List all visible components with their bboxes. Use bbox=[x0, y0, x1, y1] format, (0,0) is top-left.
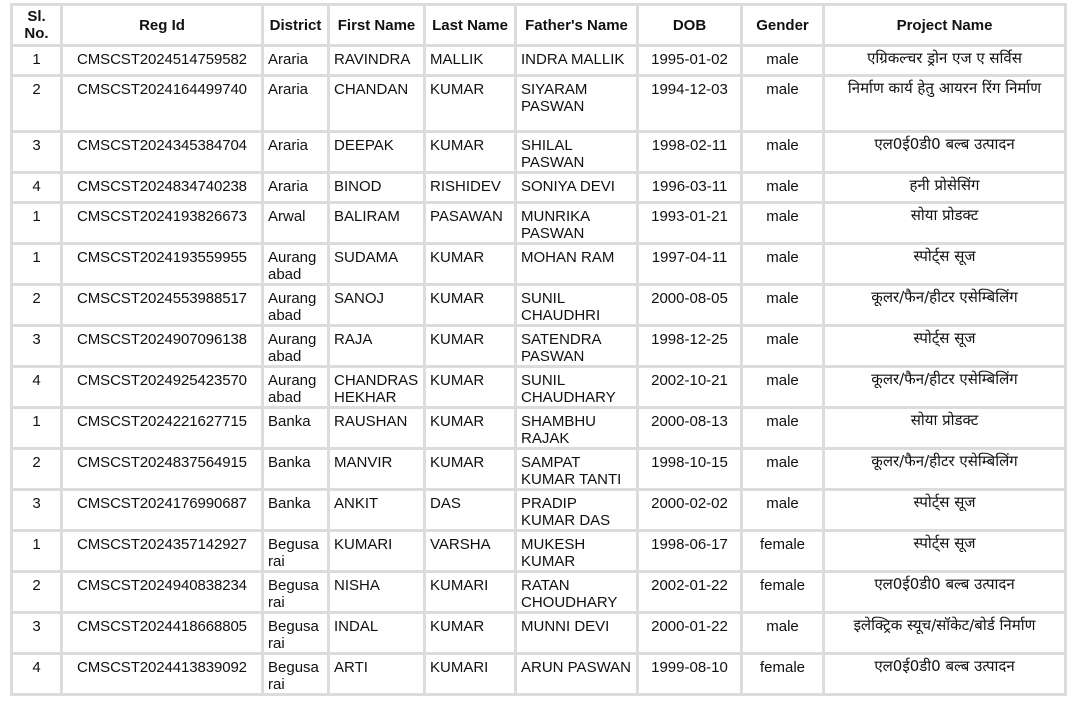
table-row bbox=[10, 174, 1067, 204]
reg-id-cell: CMSCST2024834740238 bbox=[63, 174, 264, 204]
sl-no-cell: 1 bbox=[10, 409, 63, 450]
first-name-cell: INDAL bbox=[330, 614, 426, 655]
district-cell: Araria bbox=[264, 77, 330, 133]
sl-no-cell: 2 bbox=[10, 573, 63, 614]
reg-id-cell: CMSCST2024221627715 bbox=[63, 409, 264, 450]
last-name-cell: KUMAR bbox=[426, 327, 517, 368]
gender-cell: male bbox=[743, 368, 825, 409]
col-header-project-name: Project Name bbox=[825, 3, 1067, 47]
reg-id-cell: CMSCST2024413839092 bbox=[63, 655, 264, 696]
father-name-cell: SHILAL PASWAN bbox=[517, 133, 639, 174]
col-header-last-name: Last Name bbox=[426, 3, 517, 47]
gender-cell: male bbox=[743, 245, 825, 286]
table-row bbox=[10, 573, 1067, 614]
father-name-cell: MUNNI DEVI bbox=[517, 614, 639, 655]
first-name-cell: DEEPAK bbox=[330, 133, 426, 174]
table-row bbox=[10, 450, 1067, 491]
dob-cell: 2000-01-22 bbox=[639, 614, 743, 655]
first-name-cell: KUMARI bbox=[330, 532, 426, 573]
reg-id-cell: CMSCST2024193559955 bbox=[63, 245, 264, 286]
sl-no-cell: 2 bbox=[10, 450, 63, 491]
last-name-cell: KUMAR bbox=[426, 614, 517, 655]
first-name-cell: RAUSHAN bbox=[330, 409, 426, 450]
father-name-cell: SUNIL CHAUDHARY bbox=[517, 368, 639, 409]
sl-no-cell: 3 bbox=[10, 133, 63, 174]
last-name-cell: KUMAR bbox=[426, 368, 517, 409]
first-name-cell: RAVINDRA bbox=[330, 47, 426, 77]
last-name-cell: DAS bbox=[426, 491, 517, 532]
project-name-cell: कूलर/फैन/हीटर एसेम्बिलिंग bbox=[825, 368, 1067, 409]
col-header-reg-id: Reg Id bbox=[63, 3, 264, 47]
header-row bbox=[10, 3, 1067, 47]
district-cell: Aurangabad bbox=[264, 286, 330, 327]
reg-id-cell: CMSCST2024837564915 bbox=[63, 450, 264, 491]
district-cell: Begusarai bbox=[264, 614, 330, 655]
project-name-cell: कूलर/फैन/हीटर एसेम्बिलिंग bbox=[825, 450, 1067, 491]
last-name-cell: KUMARI bbox=[426, 655, 517, 696]
father-name-cell: MUKESH KUMAR bbox=[517, 532, 639, 573]
sl-no-cell: 1 bbox=[10, 204, 63, 245]
project-name-cell: हनी प्रोसेसिंग bbox=[825, 174, 1067, 204]
first-name-cell: MANVIR bbox=[330, 450, 426, 491]
gender-cell: male bbox=[743, 614, 825, 655]
last-name-cell: KUMAR bbox=[426, 450, 517, 491]
last-name-cell: RISHIDEV bbox=[426, 174, 517, 204]
sl-no-cell: 1 bbox=[10, 47, 63, 77]
dob-cell: 2000-08-05 bbox=[639, 286, 743, 327]
col-header-sl-no: Sl. No. bbox=[10, 3, 63, 47]
first-name-cell: BINOD bbox=[330, 174, 426, 204]
dob-cell: 2002-10-21 bbox=[639, 368, 743, 409]
project-name-cell: स्पोर्ट्स सूज bbox=[825, 245, 1067, 286]
sl-no-cell: 4 bbox=[10, 174, 63, 204]
table-row bbox=[10, 204, 1067, 245]
father-name-cell: ARUN PASWAN bbox=[517, 655, 639, 696]
district-cell: Aurangabad bbox=[264, 245, 330, 286]
last-name-cell: KUMAR bbox=[426, 245, 517, 286]
first-name-cell: SANOJ bbox=[330, 286, 426, 327]
district-cell: Banka bbox=[264, 409, 330, 450]
table-row bbox=[10, 655, 1067, 696]
sl-no-cell: 1 bbox=[10, 532, 63, 573]
last-name-cell: MALLIK bbox=[426, 47, 517, 77]
reg-id-cell: CMSCST2024925423570 bbox=[63, 368, 264, 409]
district-cell: Aurangabad bbox=[264, 368, 330, 409]
father-name-cell: SHAMBHU RAJAK bbox=[517, 409, 639, 450]
first-name-cell: BALIRAM bbox=[330, 204, 426, 245]
gender-cell: male bbox=[743, 174, 825, 204]
reg-id-cell: CMSCST2024357142927 bbox=[63, 532, 264, 573]
reg-id-cell: CMSCST2024907096138 bbox=[63, 327, 264, 368]
table-row bbox=[10, 77, 1067, 133]
sl-no-cell: 3 bbox=[10, 327, 63, 368]
dob-cell: 1997-04-11 bbox=[639, 245, 743, 286]
last-name-cell: KUMAR bbox=[426, 77, 517, 133]
reg-id-cell: CMSCST2024940838234 bbox=[63, 573, 264, 614]
gender-cell: male bbox=[743, 286, 825, 327]
first-name-cell: NISHA bbox=[330, 573, 426, 614]
sl-no-cell: 4 bbox=[10, 655, 63, 696]
reg-id-cell: CMSCST2024514759582 bbox=[63, 47, 264, 77]
last-name-cell: KUMAR bbox=[426, 286, 517, 327]
table-row bbox=[10, 245, 1067, 286]
father-name-cell: SAMPAT KUMAR TANTI bbox=[517, 450, 639, 491]
sl-no-cell: 4 bbox=[10, 368, 63, 409]
reg-id-cell: CMSCST2024345384704 bbox=[63, 133, 264, 174]
dob-cell: 1998-10-15 bbox=[639, 450, 743, 491]
table-row bbox=[10, 133, 1067, 174]
project-name-cell: एल0ई0डी0 बल्ब उत्पादन bbox=[825, 133, 1067, 174]
gender-cell: male bbox=[743, 327, 825, 368]
gender-cell: male bbox=[743, 133, 825, 174]
col-header-dob: DOB bbox=[639, 3, 743, 47]
table-row bbox=[10, 491, 1067, 532]
reg-id-cell: CMSCST2024193826673 bbox=[63, 204, 264, 245]
project-name-cell: एल0ई0डी0 बल्ब उत्पादन bbox=[825, 655, 1067, 696]
last-name-cell: KUMAR bbox=[426, 133, 517, 174]
reg-id-cell: CMSCST2024418668805 bbox=[63, 614, 264, 655]
first-name-cell: ANKIT bbox=[330, 491, 426, 532]
project-name-cell: सोया प्रोडक्ट bbox=[825, 409, 1067, 450]
gender-cell: female bbox=[743, 532, 825, 573]
sl-no-cell: 3 bbox=[10, 614, 63, 655]
beneficiary-table bbox=[10, 3, 1067, 696]
gender-cell: female bbox=[743, 655, 825, 696]
dob-cell: 1998-12-25 bbox=[639, 327, 743, 368]
district-cell: Arwal bbox=[264, 204, 330, 245]
reg-id-cell: CMSCST2024553988517 bbox=[63, 286, 264, 327]
gender-cell: male bbox=[743, 491, 825, 532]
col-header-district: District bbox=[264, 3, 330, 47]
father-name-cell: RATAN CHOUDHARY bbox=[517, 573, 639, 614]
father-name-cell: PRADIP KUMAR DAS bbox=[517, 491, 639, 532]
project-name-cell: एल0ई0डी0 बल्ब उत्पादन bbox=[825, 573, 1067, 614]
district-cell: Banka bbox=[264, 450, 330, 491]
dob-cell: 1999-08-10 bbox=[639, 655, 743, 696]
col-header-father-name: Father's Name bbox=[517, 3, 639, 47]
table-row bbox=[10, 327, 1067, 368]
district-cell: Araria bbox=[264, 174, 330, 204]
dob-cell: 1996-03-11 bbox=[639, 174, 743, 204]
father-name-cell: SONIYA DEVI bbox=[517, 174, 639, 204]
table-row bbox=[10, 614, 1067, 655]
project-name-cell: कूलर/फैन/हीटर एसेम्बिलिंग bbox=[825, 286, 1067, 327]
dob-cell: 1998-02-11 bbox=[639, 133, 743, 174]
father-name-cell: SIYARAM PASWAN bbox=[517, 77, 639, 133]
father-name-cell: INDRA MALLIK bbox=[517, 47, 639, 77]
district-cell: Begusarai bbox=[264, 573, 330, 614]
project-name-cell: स्पोर्ट्स सूज bbox=[825, 491, 1067, 532]
col-header-first-name: First Name bbox=[330, 3, 426, 47]
dob-cell: 1994-12-03 bbox=[639, 77, 743, 133]
first-name-cell: SUDAMA bbox=[330, 245, 426, 286]
sl-no-cell: 1 bbox=[10, 245, 63, 286]
dob-cell: 1995-01-02 bbox=[639, 47, 743, 77]
reg-id-cell: CMSCST2024176990687 bbox=[63, 491, 264, 532]
table-row bbox=[10, 368, 1067, 409]
last-name-cell: VARSHA bbox=[426, 532, 517, 573]
last-name-cell: KUMAR bbox=[426, 409, 517, 450]
first-name-cell: ARTI bbox=[330, 655, 426, 696]
sl-no-cell: 2 bbox=[10, 286, 63, 327]
first-name-cell: RAJA bbox=[330, 327, 426, 368]
district-cell: Araria bbox=[264, 47, 330, 77]
sl-no-cell: 2 bbox=[10, 77, 63, 133]
gender-cell: female bbox=[743, 573, 825, 614]
dob-cell: 2000-08-13 bbox=[639, 409, 743, 450]
gender-cell: male bbox=[743, 77, 825, 133]
district-cell: Araria bbox=[264, 133, 330, 174]
last-name-cell: KUMARI bbox=[426, 573, 517, 614]
project-name-cell: निर्माण कार्य हेतु आयरन रिंग निर्माण bbox=[825, 77, 1067, 133]
table-row bbox=[10, 47, 1067, 77]
gender-cell: male bbox=[743, 409, 825, 450]
first-name-cell: CHANDAN bbox=[330, 77, 426, 133]
dob-cell: 2002-01-22 bbox=[639, 573, 743, 614]
district-cell: Begusarai bbox=[264, 655, 330, 696]
gender-cell: male bbox=[743, 47, 825, 77]
col-header-gender: Gender bbox=[743, 3, 825, 47]
district-cell: Aurangabad bbox=[264, 327, 330, 368]
dob-cell: 1993-01-21 bbox=[639, 204, 743, 245]
reg-id-cell: CMSCST2024164499740 bbox=[63, 77, 264, 133]
district-cell: Begusarai bbox=[264, 532, 330, 573]
table-row bbox=[10, 532, 1067, 573]
gender-cell: male bbox=[743, 204, 825, 245]
project-name-cell: स्पोर्ट्स सूज bbox=[825, 327, 1067, 368]
project-name-cell: एग्रिकल्चर ड्रोन एज ए सर्विस bbox=[825, 47, 1067, 77]
father-name-cell: MUNRIKA PASWAN bbox=[517, 204, 639, 245]
project-name-cell: स्पोर्ट्स सूज bbox=[825, 532, 1067, 573]
father-name-cell: MOHAN RAM bbox=[517, 245, 639, 286]
table-row bbox=[10, 286, 1067, 327]
first-name-cell: CHANDRASHEKHAR bbox=[330, 368, 426, 409]
sl-no-cell: 3 bbox=[10, 491, 63, 532]
gender-cell: male bbox=[743, 450, 825, 491]
last-name-cell: PASAWAN bbox=[426, 204, 517, 245]
table-row bbox=[10, 409, 1067, 450]
dob-cell: 1998-06-17 bbox=[639, 532, 743, 573]
district-cell: Banka bbox=[264, 491, 330, 532]
dob-cell: 2000-02-02 bbox=[639, 491, 743, 532]
father-name-cell: SUNIL CHAUDHRI bbox=[517, 286, 639, 327]
project-name-cell: इलेक्ट्रिक स्यूच/सॉकेट/बोर्ड निर्माण bbox=[825, 614, 1067, 655]
father-name-cell: SATENDRA PASWAN bbox=[517, 327, 639, 368]
project-name-cell: सोया प्रोडक्ट bbox=[825, 204, 1067, 245]
